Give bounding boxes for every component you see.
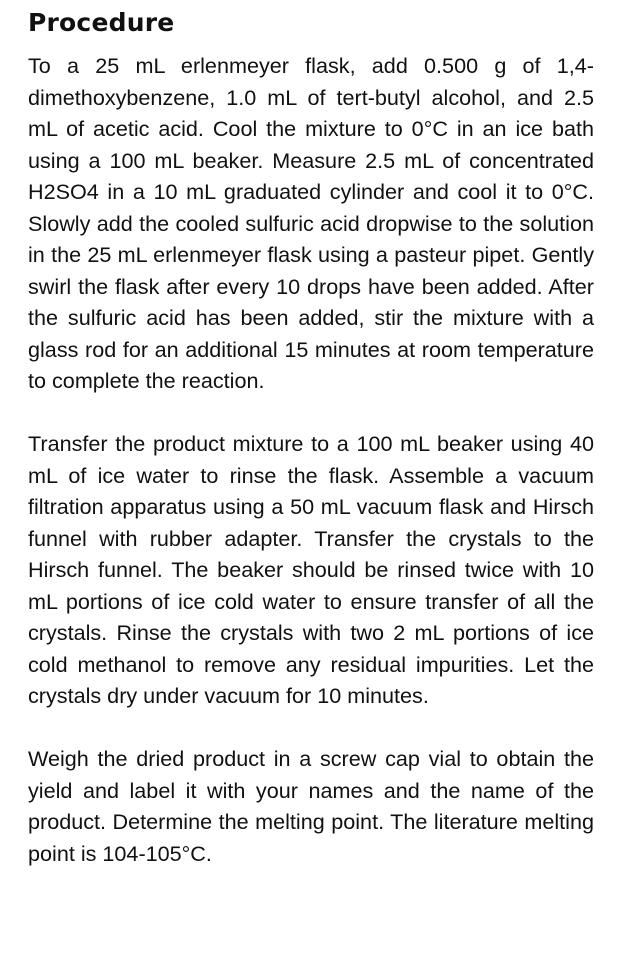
section-heading: Procedure	[28, 8, 175, 37]
paragraph-yield-melting-point: Weigh the dried product in a screw cap vial to obtain the yield and label it with your names and the name of the product. Determine the melting point. The literature melting point is 104-105°C.	[28, 746, 594, 866]
procedure-document	[28, 6, 594, 869]
paragraph-filtration: Transfer the product mixture to a 100 mL beaker using 40 mL of ice water to rinse the flask. Assemble a vacuum filtration apparatus using a 50 mL vacuum flask and Hirsch funnel with rubber adapter. Transfer the crystals to the Hirsch funnel. The beaker should be rinsed twice with 10 mL portions of ice cold water to ensure transfer of all the crystals. Rinse the crystals with two 2 mL portions of ice cold methanol to remove any residual impurities. Let the crystals dry under vacuum for 10 minutes.	[28, 431, 594, 708]
paragraph-spacer	[28, 712, 594, 744]
paragraph-reaction-setup: To a 25 mL erlenmeyer flask, add 0.500 g of 1,4-dimethoxybenzene, 1.0 mL of tert-butyl alcohol, and 2.5 mL of acetic acid. Cool the mixture to 0°C in an ice bath using a 100 mL beaker. Measure 2.5 mL of concentrated H2SO4 in a 10 mL graduated cylinder and cool it to 0°C. Slowly add the cooled sulfuric acid dropwise to the solution in the 25 mL erlenmeyer flask using a pasteur pipet. Gently swirl the flask after every 10 drops have been added. After the sulfuric acid has been added, stir the mixture with a glass rod for an additional 15 minutes at room temperature to complete the reaction.	[28, 53, 594, 393]
paragraph-spacer	[28, 397, 594, 429]
